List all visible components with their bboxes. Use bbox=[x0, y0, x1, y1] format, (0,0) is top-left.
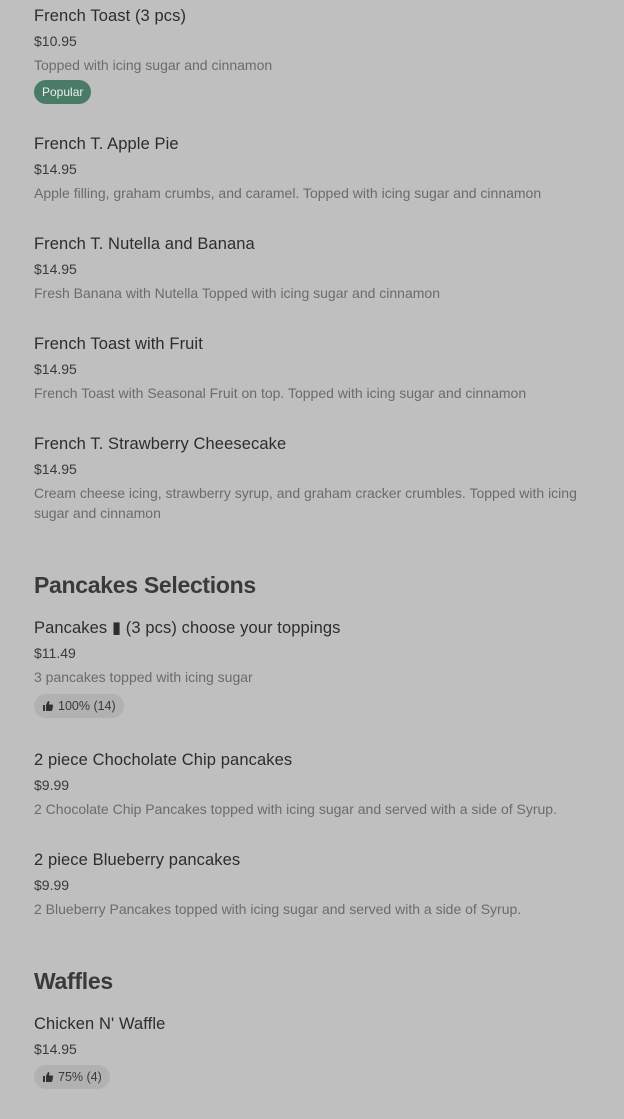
rating-badge bbox=[34, 694, 124, 718]
item-description: Topped with icing sugar and cinnamon bbox=[34, 57, 273, 73]
item-name: 2 piece Blueberry pancakes bbox=[34, 851, 241, 869]
thumbs-up-icon bbox=[42, 1071, 54, 1083]
menu-item-french-toast[interactable] bbox=[34, 6, 600, 104]
item-name: 2 piece Chocholate Chip pancakes bbox=[34, 751, 293, 769]
menu-item-french-t-strawberry-cheesecake[interactable] bbox=[34, 434, 600, 523]
item-name: French Toast with Fruit bbox=[34, 335, 203, 353]
menu-item-french-toast-fruit[interactable] bbox=[34, 334, 600, 403]
thumbs-up-icon bbox=[42, 700, 54, 712]
popular-badge: Popular bbox=[34, 80, 91, 104]
item-description: 2 Blueberry Pancakes topped with icing sugar and served with a side of Syrup. bbox=[34, 901, 522, 917]
menu-item-chocolate-chip-pancakes[interactable] bbox=[34, 750, 600, 819]
section-title-waffles: Waffles bbox=[34, 968, 113, 994]
item-price: $14.95 bbox=[34, 461, 77, 477]
item-price: $9.99 bbox=[34, 877, 70, 893]
item-price: $11.49 bbox=[34, 645, 76, 661]
rating-value: 100% (14) bbox=[58, 699, 116, 713]
item-name: French T. Apple Pie bbox=[34, 135, 179, 153]
rating-badge bbox=[34, 1065, 110, 1089]
menu-item-blueberry-pancakes[interactable] bbox=[34, 850, 600, 919]
item-price: $14.95 bbox=[34, 361, 77, 377]
menu-item-chicken-n-waffle[interactable] bbox=[34, 1014, 600, 1089]
menu-item-french-t-apple-pie[interactable] bbox=[34, 134, 600, 203]
item-name: Pancakes ▮ (3 pcs) choose your toppings bbox=[34, 619, 341, 637]
item-description: Cream cheese icing, strawberry syrup, and graham cracker crumbles. Topped with icing sugar and cinnamon bbox=[34, 485, 577, 521]
item-price: $14.95 bbox=[34, 161, 77, 177]
item-description: 2 Chocolate Chip Pancakes topped with icing sugar and served with a side of Syrup. bbox=[34, 801, 557, 817]
item-name: French T. Nutella and Banana bbox=[34, 235, 255, 253]
rating-value: 75% (4) bbox=[58, 1070, 102, 1084]
item-price: $9.99 bbox=[34, 777, 70, 793]
item-description: Fresh Banana with Nutella Topped with icing sugar and cinnamon bbox=[34, 285, 440, 301]
item-description: Apple filling, graham crumbs, and caramel. Topped with icing sugar and cinnamon bbox=[34, 185, 542, 201]
item-price: $10.95 bbox=[34, 33, 77, 49]
item-name: French T. Strawberry Cheesecake bbox=[34, 435, 287, 453]
menu-item-pancakes-3pcs[interactable] bbox=[34, 618, 600, 718]
item-name: Chicken N' Waffle bbox=[34, 1015, 166, 1033]
menu-item-french-t-nutella-banana[interactable] bbox=[34, 234, 600, 303]
item-description: French Toast with Seasonal Fruit on top. Topped with icing sugar and cinnamon bbox=[34, 385, 527, 401]
item-price: $14.95 bbox=[34, 1041, 77, 1057]
item-price: $14.95 bbox=[34, 261, 77, 277]
item-name: French Toast (3 pcs) bbox=[34, 7, 187, 25]
section-title-pancakes: Pancakes Selections bbox=[34, 572, 256, 598]
item-description: 3 pancakes topped with icing sugar bbox=[34, 669, 253, 685]
